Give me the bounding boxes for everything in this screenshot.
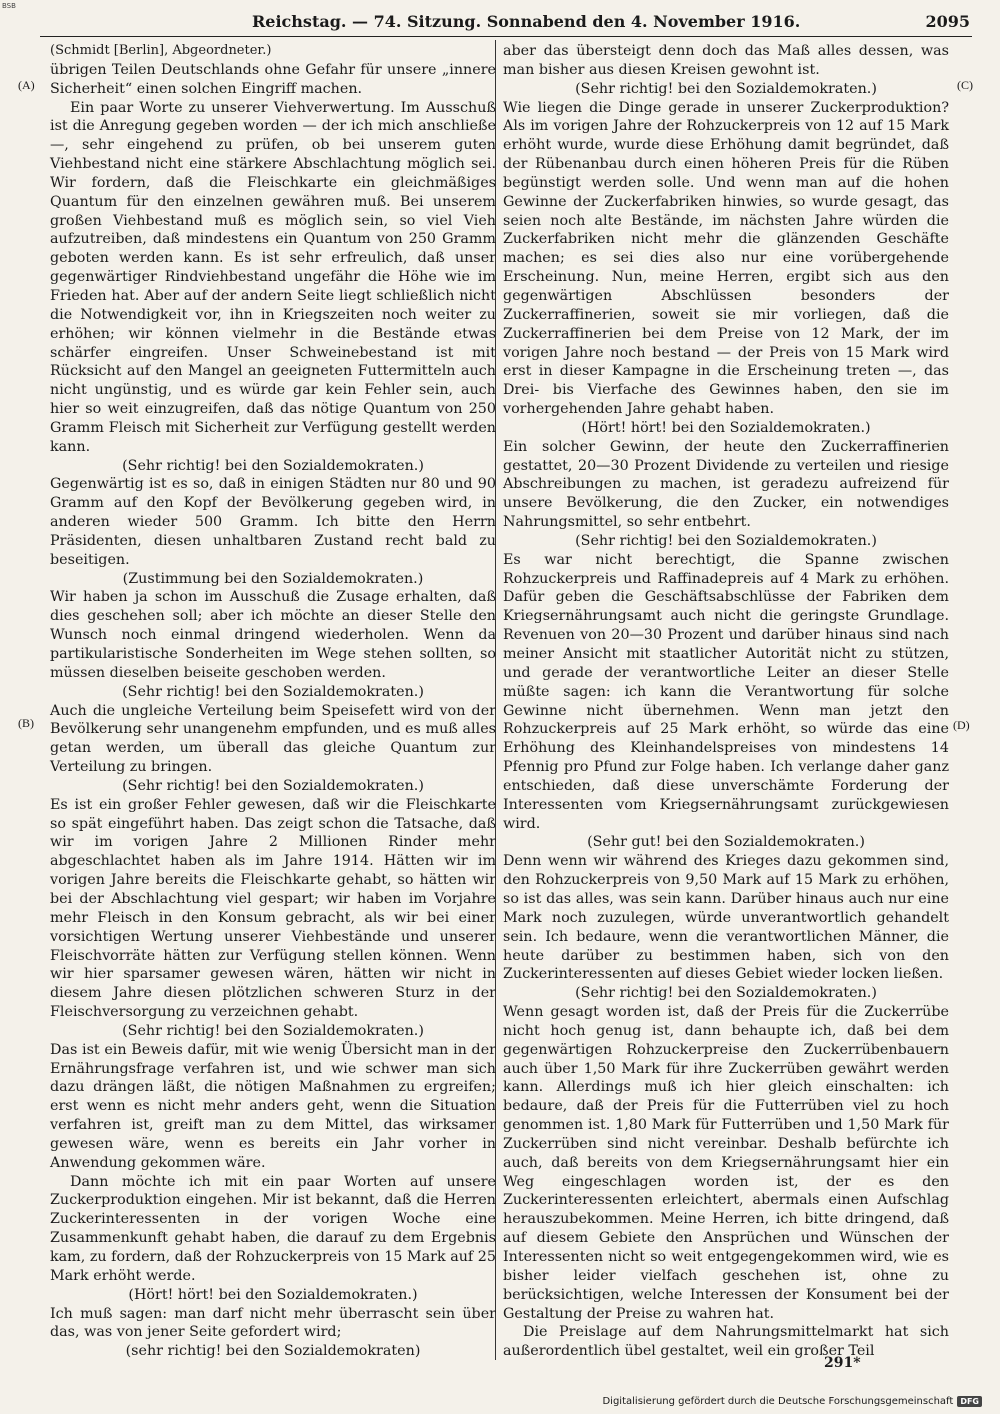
paragraph: Ich muß sagen: man darf nicht mehr überrascht sein über das, was von jener Seite gefordert wird;: [50, 1305, 496, 1341]
page-header: [40, 6, 972, 37]
margin-mark-b: (B): [18, 716, 34, 730]
paragraph: Die Preislage auf dem Nahrungsmittelmarkt hat sich außerordentlich übel gestaltet, weil ein großer Teil: [503, 1324, 949, 1360]
margin-mark-a: (A): [18, 78, 35, 92]
left-column: [50, 42, 496, 1361]
paragraph: Ein solcher Gewinn, der heute den Zuckerraffinerien gestattet, 20—30 Prozent Dividende zu verteilen und riesige Abschreibungen zu machen, ist geradezu aufreizend für unsere Bevölkerung, die den Zucker, ein notwendiges Nahrungsmittel, so sehr entbehrt.: [503, 438, 949, 531]
running-title: Reichstag. — 74. Sitzung. Sonnabend den 4. November 1916.: [252, 12, 801, 31]
paragraph: Es war nicht berechtigt, die Spanne zwischen Rohzuckerpreis und Raffinadepreis auf 4 Mark zu erhöhen. Dafür geben die Geschäftsabschlüsse der Fabriken dem Kriegsernährungsamt auch nicht die geringste Grundlage. Revenuen von 20—30 Prozent und darüber hinaus sind nach meiner Ansicht mit staatlicher Autorität nicht zu stützen, und gerade der verantwortliche Leiter an dieser Stelle müßte sagen: ich kann die Verantwortung für solche Gewinne nicht übernehmen. Wenn man jetzt den Rohzuckerpreis auf 25 Mark erhöht, so würde das eine Erhöhung des Kleinhandelspreises von mindestens 14 Pfennig pro Pfund zur Folge haben. Ich verlange daher ganz entschieden, daß diese unverschämte Forderung der Interessenten vom Kriegsernährungsamt zurückgewiesen wird.: [503, 551, 949, 832]
interjection: (sehr richtig! bei den Sozialdemokraten): [125, 1343, 421, 1360]
paragraph: Wenn gesagt worden ist, daß der Preis für die Zuckerrübe nicht hoch genug ist, dann behaupte ich, daß bei dem gegenwärtigen Rohzuckerpreise den Zuckerrübenbauern auch über 1,50 Mark für ihre Zuckerrüben gewährt werden kann. Allerdings muß ich hier gleich einschalten: ich bedaure, daß der Preis für die Futterrüben viel zu hoch genommen ist. 1,80 Mark für Futterrüben und 1,50 Mark für Zuckerrüben sind nicht vereinbar. Deshalb befürchte ich auch, daß bereits von dem Kriegsernährungsamt hier ein Weg eingeschlagen worden ist, der es den Zuckerinteressenten erleichtert, abermals einen Aufschlag herauszubekommen. Meine Herren, ich bitte dringend, daß auf diesem Gebiete den Ansprüchen und Wünschen der Interessenten nicht so weit entgegengekommen wird, wie es bisher leider vielfach geschehen ist, ohne zu berücksichtigen, welche Interessen der Konsument bei der Gestaltung der Preise zu wahren hat.: [503, 1004, 949, 1322]
continued-speaker: (Schmidt [Berlin], Abgeordneter.): [50, 43, 272, 58]
paragraph: Wie liegen die Dinge gerade in unserer Zuckerproduktion? Als im vorigen Jahre der Rohzuckerpreis von 12 auf 15 Mark erhöht wurde, wurde diese Erhöhung damit begründet, daß der Rübenanbau durch einen höheren Preis für die Rüben begünstigt werden solle. Und wenn man auf die hohen Gewinne der Zuckerfabriken hinwies, so wurde gesagt, das seien noch alte Bestände, im nächsten Jahre würden die Zuckerfabriken nicht mehr die glänzenden Geschäfte machen; es sei dies also nur eine vorübergehende Erscheinung. Nun, meine Herren, ergibt sich aus den gegenwärtigen Abschlüssen besonders der Zuckerraffinerien, soweit sie mir vorliegen, daß die Zuckerraffinerien bei dem Preise von 12 Mark, der im vorigen Jahre noch bestand — der Preis von 15 Mark wird erst in dieser Kampagne in die Erscheinung treten —, das Drei- bis Vierfache des Gewinnes haben, den sie im vorhergehenden Jahre gehabt haben.: [503, 99, 949, 418]
library-stamp: BSB: [2, 2, 16, 10]
paragraph: aber das übersteigt denn doch das Maß alles dessen, was man bisher aus diesen Kreisen gewohnt ist.: [503, 43, 949, 78]
interjection: (Sehr richtig! bei den Sozialdemokraten.): [575, 80, 877, 97]
dfg-logo-icon: DFG: [957, 1396, 982, 1407]
interjection: (Sehr richtig! bei den Sozialdemokraten.): [575, 985, 877, 1002]
paragraph: Wir haben ja schon im Ausschuß die Zusage erhalten, daß dies geschehen soll; aber ich möchte an dieser Stelle den Wunsch noch einmal dringend wiederholen. Wenn da partikularistische Sonderheiten im Wege stehen sollten, so müssen dieselben beiseite geschoben werden.: [50, 589, 496, 681]
interjection: (Sehr richtig! bei den Sozialdemokraten.): [122, 777, 424, 794]
margin-mark-c: (C): [957, 78, 973, 92]
footer: [602, 1396, 982, 1407]
interjection: (Sehr richtig! bei den Sozialdemokraten.): [122, 683, 424, 700]
interjection: (Hört! hört! bei den Sozialdemokraten.): [581, 419, 871, 436]
interjection: (Zustimmung bei den Sozialdemokraten.): [122, 570, 424, 587]
interjection: (Hört! hört! bei den Sozialdemokraten.): [128, 1286, 418, 1303]
paragraph: Gegenwärtig ist es so, daß in einigen Städten nur 80 und 90 Gramm auf den Kopf der Bevölkerung gegeben wird, in anderen wieder 500 Gramm. Ich bitte den Herrn Präsidenten, diesen unhaltbaren Zustand recht bald zu beseitigen.: [50, 476, 496, 568]
paragraph: Auch die ungleiche Verteilung beim Speisefett wird von der Bevölkerung sehr unangenehm empfunden, und es muß alles getan werden, um überall das gleiche Quantum zur Verteilung zu bringen.: [50, 702, 496, 776]
sheet-number: 291*: [824, 1355, 861, 1371]
paragraph: Das ist ein Beweis dafür, mit wie wenig Übersicht man in der Ernährungsfrage verfahren ist, und wie schwer man sich dazu drängen läßt, die nötigen Maßnahmen zu ergreifen; erst wenn es nicht mehr anders geht, wenn die Situation verfahren ist, greift man zu dem Mittel, das wirksamer gewesen wäre, wenn es bereits ein Jahr vorher in Anwendung gekommen wäre.: [50, 1041, 496, 1171]
paragraph: Dann möchte ich mit ein paar Worten auf unsere Zuckerproduktion eingehen. Mir ist bekannt, daß die Herren Zuckerinteressenten in der vorigen Woche eine Zusammenkunft gehabt haben, die darauf zu dem Ergebnis kam, zu fordern, daß der Rohzuckerpreis von 15 Mark auf 25 Mark erhöht werde.: [50, 1173, 496, 1284]
paragraph: Es ist ein großer Fehler gewesen, daß wir die Fleischkarte so spät eingeführt haben. Das zeigt schon die Tatsache, daß wir im vorigen Jahre 2 Millionen Rinder mehr abgeschlachtet haben als im Jahre 1914. Hätten wir im vorigen Jahre bereits die Fleischkarte gehabt, so hätten wir bei der Abschlachtung viel gespart; wir haben im Vorjahre mehr Fleisch in den Konsum gebracht, als wir bei einer vorsichtigen Wertung unserer Viehbestände und unserer Fleischvorräte hätten zur Verfügung stellen können. Wenn wir hier sparsamer gewesen wären, hätten wir nicht in diesem Jahre diesen plötzlichen schweren Sturz in der Fleischversorgung zu verzeichnen gehabt.: [50, 796, 496, 1021]
page-number: 2095: [925, 12, 970, 31]
interjection: (Sehr richtig! bei den Sozialdemokraten.): [575, 532, 877, 549]
footer-credit: Digitalisierung gefördert durch die Deutsche Forschungsgemeinschaft: [602, 1396, 954, 1407]
paragraph: übrigen Teilen Deutschlands ohne Gefahr für unsere „innere Sicherheit“ einen solchen Eingriff machen.: [50, 61, 496, 97]
right-column: [503, 42, 949, 1361]
paragraph: Ein paar Worte zu unserer Viehverwertung. Im Ausschuß ist die Anregung gegeben worden — der ich mich anschließe —, sehr eingehend zu prüfen, ob bei unserem guten Viehbestand nicht eine stärkere Abschlachtung möglich sei. Wir fordern, daß die Fleischkarte ein gleichmäßiges Quantum für den einzelnen gewähren muß. Bei unserem großen Viehbestand muß es möglich sein, so viel Vieh aufzutreiben, daß mindestens ein Quantum von 250 Gramm geboten werden kann. Es ist sehr erfreulich, daß unser gegenwärtiger Rindviehbestand ungefähr die Höhe wie im Frieden hat. Aber auf der andern Seite liegt schließlich nicht die Notwendigkeit vor, ihn in Kriegszeiten noch weiter zu erhöhen; wir können vielmehr in die Bestände etwas schärfer eingreifen. Unser Schweinebestand ist mit Rücksicht auf den Mangel an geeigneten Futtermitteln auch nicht ungünstig, und es würde gar kein Fehler sein, auch hier so weit einzugreifen, daß das nötige Quantum von 250 Gramm Fleisch mit Sicherheit zur Verfügung gestellt werden kann.: [50, 99, 496, 455]
interjection: (Sehr richtig! bei den Sozialdemokraten.): [122, 1022, 424, 1039]
paragraph: Denn wenn wir während des Krieges dazu gekommen sind, den Rohzuckerpreis von 9,50 Mark auf 15 Mark zu erhöhen, so ist das alles, was sein kann. Darüber hinaus auch nur eine Mark noch zuzulegen, würde unverantwortlich gehandelt sein. Ich bedaure, wenn die verantwortlichen Männer, die heute darüber zu bestimmen haben, sich von den Zuckerinteressenten auf dieses Gebiet wieder locken ließen.: [503, 853, 949, 983]
interjection: (Sehr richtig! bei den Sozialdemokraten.): [122, 457, 424, 474]
margin-mark-d: (D): [953, 718, 970, 732]
interjection: (Sehr gut! bei den Sozialdemokraten.): [587, 834, 865, 851]
